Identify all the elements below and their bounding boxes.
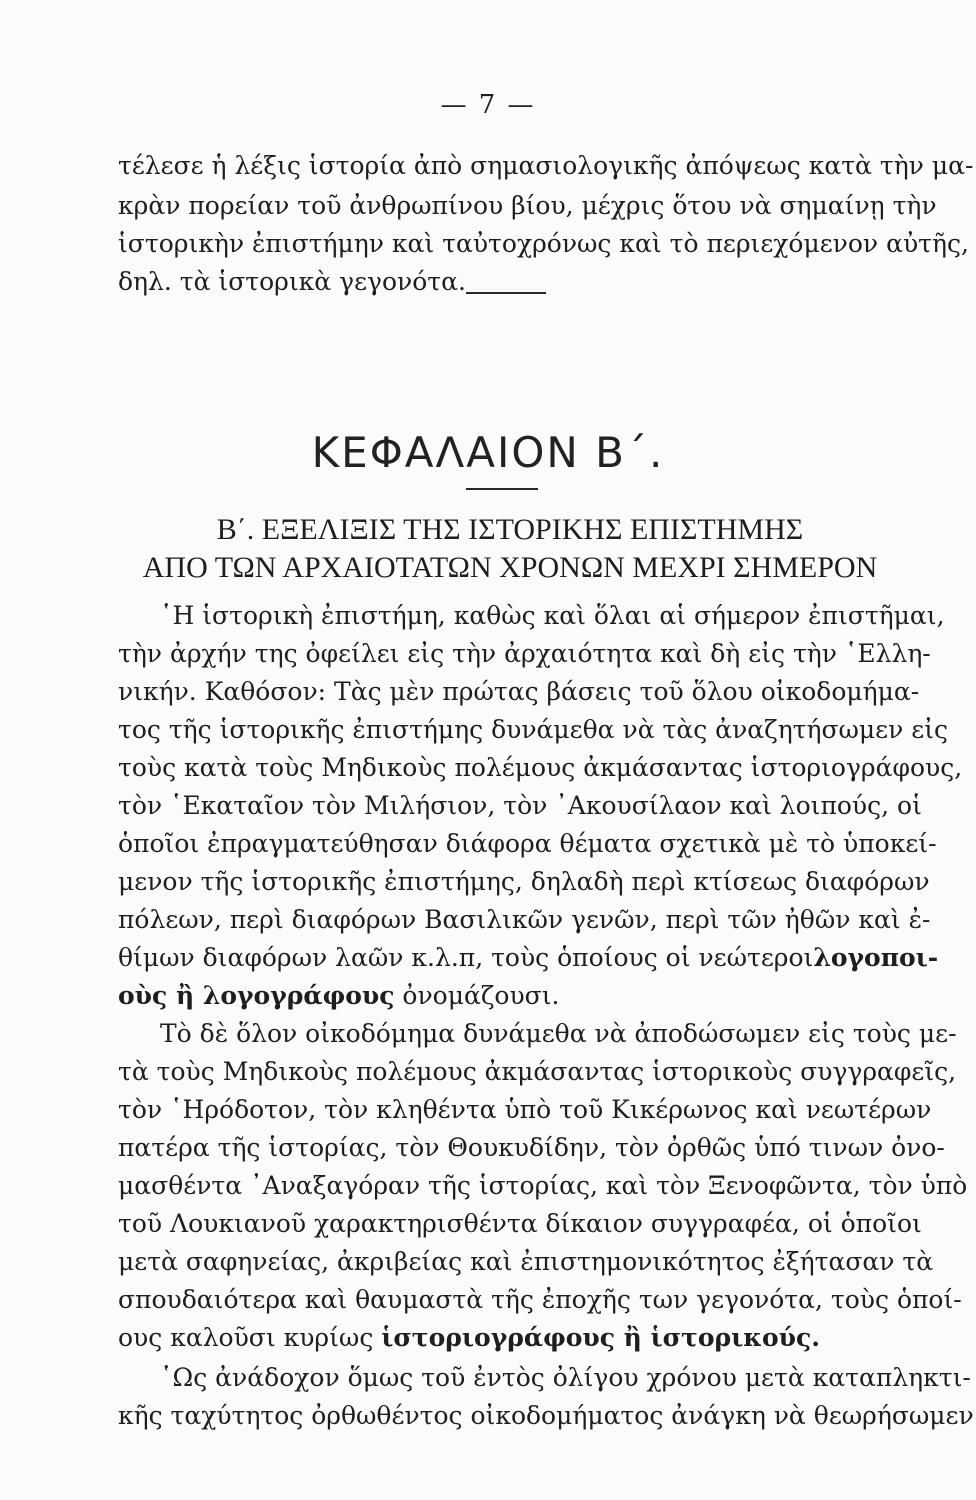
- text-line: τέλεσε ἡ λέξις ἱστορία ἀπὸ σημασιολογικῆς ἀπόψεως κατὰ τὴν μα-: [118, 151, 974, 180]
- text-line: τὴν ἀρχήν της ὀφείλει εἰς τὴν ἀρχαιότητα καὶ δὴ εἰς τὴν ῾Ελλη-: [118, 639, 931, 668]
- text-line: [118, 1322, 898, 1354]
- separator-rule: [466, 292, 546, 294]
- text-line: ἱστορικὴν ἐπιστήμην καὶ ταὐτοχρόνως καὶ τὸ περιεχόμενον αὐτῆς,: [118, 229, 969, 258]
- text-line: τοὺς κατὰ τοὺς Μηδικοὺς πολέμους ἀκμάσαντας ἱστοριογράφους,: [118, 753, 963, 782]
- emphasized-term: λογοποι-: [813, 943, 939, 972]
- text-line: δηλ. τὰ ἱστορικὰ γεγονότα.: [118, 267, 466, 296]
- text-line: τὸν ῾Εκαταῖον τὸν Μιλήσιον, τὸν ᾿Ακουσίλαον καὶ λοιπούς, οἱ: [118, 791, 922, 820]
- emphasized-term: ἱστοριογράφους ἢ ἱστορικούς.: [381, 1323, 820, 1352]
- text-line: μετὰ σαφηνείας, ἀκριβείας καὶ ἐπιστημονικότητος ἐξήτασαν τὰ: [118, 1247, 934, 1276]
- text-segment: ους καλοῦσι κυρίως: [118, 1323, 374, 1352]
- text-line: σπουδαιότερα καὶ θαυμαστὰ τῆς ἐποχῆς των γεγονότα, τοὺς ὁποί-: [118, 1285, 962, 1314]
- chapter-underline: [466, 488, 538, 490]
- text-line: [118, 942, 939, 974]
- text-line: τὸν ῾Ηρόδοτον, τὸν κληθέντα ὑπὸ τοῦ Κικέρωνος καὶ νεωτέρων: [118, 1095, 932, 1124]
- text-line: ὁποῖοι ἐπραγματεύθησαν διάφορα θέματα σχετικὰ μὲ τὸ ὑποκεί-: [118, 829, 937, 858]
- text-line: κρὰν πορείαν τοῦ ἀνθρωπίνου βίου, μέχρις ὅτου νὰ σημαίνῃ τὴν: [118, 191, 937, 220]
- text-line: πατέρα τῆς ἱστορίας, τὸν Θουκυδίδην, τὸν ὀρθῶς ὑπό τινων ὀνο-: [118, 1133, 945, 1162]
- text-line: πόλεων, περὶ διαφόρων Βασιλικῶν γενῶν, περὶ τῶν ἠθῶν καὶ ἐ-: [118, 905, 931, 934]
- text-segment: θίμων διαφόρων λαῶν κ.λ.π, τοὺς ὁποίους οἱ νεώτεροι: [118, 943, 814, 972]
- text-line: τὰ τοὺς Μηδικοὺς πολέμους ἀκμάσαντας ἱστορικοὺς συγγραφεῖς,: [118, 1057, 957, 1086]
- page-number: — 7 —: [440, 90, 536, 120]
- text-line: κῆς ταχύτητος ὀρθωθέντος οἰκοδομήματος ἀνάγκη νὰ θεωρήσωμεν: [118, 1401, 974, 1430]
- emphasized-term: οὺς ἢ λογογράφους: [118, 981, 395, 1010]
- chapter-title: ΚΕΦΑΛΑΙΟΝ Β΄.: [311, 428, 665, 477]
- text-line: μενον τῆς ἱστορικῆς ἐπιστήμης, δηλαδὴ περὶ κτίσεως διαφόρων: [118, 867, 930, 896]
- text-line: [118, 980, 898, 1012]
- text-line: νικήν. Καθόσον: Τὰς μὲν πρώτας βάσεις τοῦ ὅλου οἰκοδομήμα-: [118, 677, 920, 706]
- text-line: μασθέντα ᾿Αναξαγόραν τῆς ἱστορίας, καὶ τὸν Ξενοφῶντα, τὸν ὑπὸ: [118, 1171, 968, 1200]
- text-line: τος τῆς ἱστορικῆς ἐπιστήμης δυνάμεθα νὰ τὰς ἀναζητήσωμεν εἰς: [118, 715, 949, 744]
- text-line: ῾Η ἱστορικὴ ἐπιστήμη, καθὼς καὶ ὅλαι αἱ σήμερον ἐπιστῆμαι,: [160, 601, 945, 630]
- text-line: ῾Ως ἀνάδοχον ὅμως τοῦ ἐντὸς ὀλίγου χρόνου μετὰ καταπληκτι-: [160, 1363, 971, 1392]
- text-segment: ὀνομάζουσι.: [402, 981, 560, 1010]
- section-title-line: ΑΠΟ ΤΩΝ ΑΡΧΑΙΟΤΑΤΩΝ ΧΡΟΝΩΝ ΜΕΧΡΙ ΣΗΜΕΡΟΝ: [142, 551, 878, 584]
- text-line: Τὸ δὲ ὅλον οἰκοδόμημα δυνάμεθα νὰ ἀποδώσωμεν εἰς τοὺς με-: [160, 1019, 957, 1048]
- text-line: τοῦ Λουκιανοῦ χαρακτηρισθέντα δίκαιον συγγραφέα, οἱ ὁποῖοι: [118, 1209, 922, 1238]
- section-title-line: Β΄. ΕΞΕΛΙΞΙΣ ΤΗΣ ΙΣΤΟΡΙΚΗΣ ΕΠΙΣΤΗΜΗΣ: [216, 513, 804, 546]
